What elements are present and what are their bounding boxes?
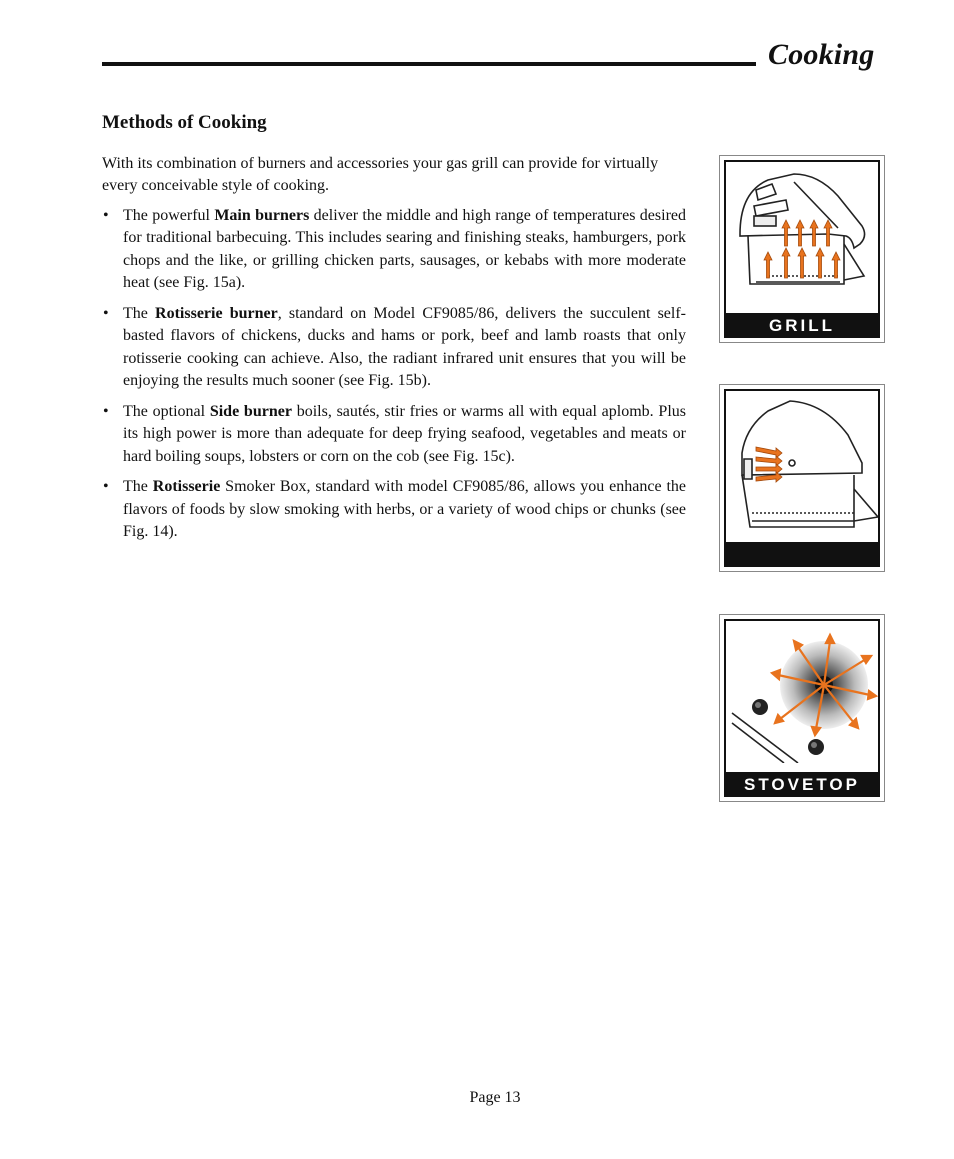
bullet: • <box>103 206 109 224</box>
figure-label: STOVETOP <box>724 772 880 797</box>
cooking-methods-list <box>102 205 686 544</box>
section-heading: Methods of Cooking <box>102 112 267 133</box>
rotisserie-illustration-icon <box>728 393 878 533</box>
figure-frame <box>724 619 880 797</box>
text: The optional <box>123 402 210 420</box>
list-item-rotisserie-burner <box>102 303 686 393</box>
text: The <box>123 304 156 322</box>
figure-label <box>724 542 880 567</box>
term-main-burners: Main burners <box>214 206 310 224</box>
figure-rotisserie <box>719 384 885 572</box>
figure-frame <box>724 160 880 338</box>
intro-paragraph: With its combination of burners and accessories your gas grill can provide for virtually every conceivable style of cooking. <box>102 154 659 194</box>
term-side-burner: Side burner <box>209 402 292 420</box>
term-rotisserie-burner: Rotisserie burner <box>155 304 278 322</box>
figure-stovetop <box>719 614 885 802</box>
text: The <box>123 478 153 496</box>
header-rule <box>102 62 756 66</box>
section-title: Cooking <box>768 38 875 71</box>
figure-frame <box>724 389 880 567</box>
bullet: • <box>103 304 109 322</box>
bullet: • <box>103 402 109 420</box>
page-number: Page 13 <box>469 1089 521 1106</box>
term-rotisserie: Rotisserie <box>152 478 221 496</box>
list-item-main-burners <box>102 205 686 295</box>
grill-illustration-icon <box>728 164 878 304</box>
bullet: • <box>103 478 109 496</box>
stovetop-illustration-icon <box>728 623 878 763</box>
text: , standard on Model CF9085/86, delivers the succulent self-basted flavors of chickens, ducks and hams or pork, beef and lamb roasts that only rotisserie cooking can achieve. Also, the radiant infrared unit ensures that you will be enjoying the results much sooner (see Fig. 15b). <box>123 304 686 390</box>
list-item-side-burner <box>102 401 686 469</box>
figure-grill <box>719 155 885 343</box>
text: boils, sautés, stir fries or warms all with equal aplomb. Plus its high power is more than adequate for deep frying seafood, vegetables and meats or hard boiling soups, lobsters or corn on the cob (see Fig. 15c). <box>123 402 686 465</box>
main-content <box>102 112 686 552</box>
figure-label: GRILL <box>724 313 880 338</box>
text: deliver the middle and high range of temperatures desired for traditional barbecuing. This includes searing and finishing steaks, hamburgers, pork chops and the like, or grilling chicken parts, sausages, or kebabs with more moderate heat (see Fig. 15a). <box>123 206 687 292</box>
text: The powerful <box>123 206 215 224</box>
list-item-rotisserie-smoker <box>102 476 686 544</box>
text: Smoker Box, standard with model CF9085/86, allows you enhance the flavors of foods by slow smoking with herbs, or a variety of wood chips or chunks (see Fig. 14). <box>123 478 687 541</box>
